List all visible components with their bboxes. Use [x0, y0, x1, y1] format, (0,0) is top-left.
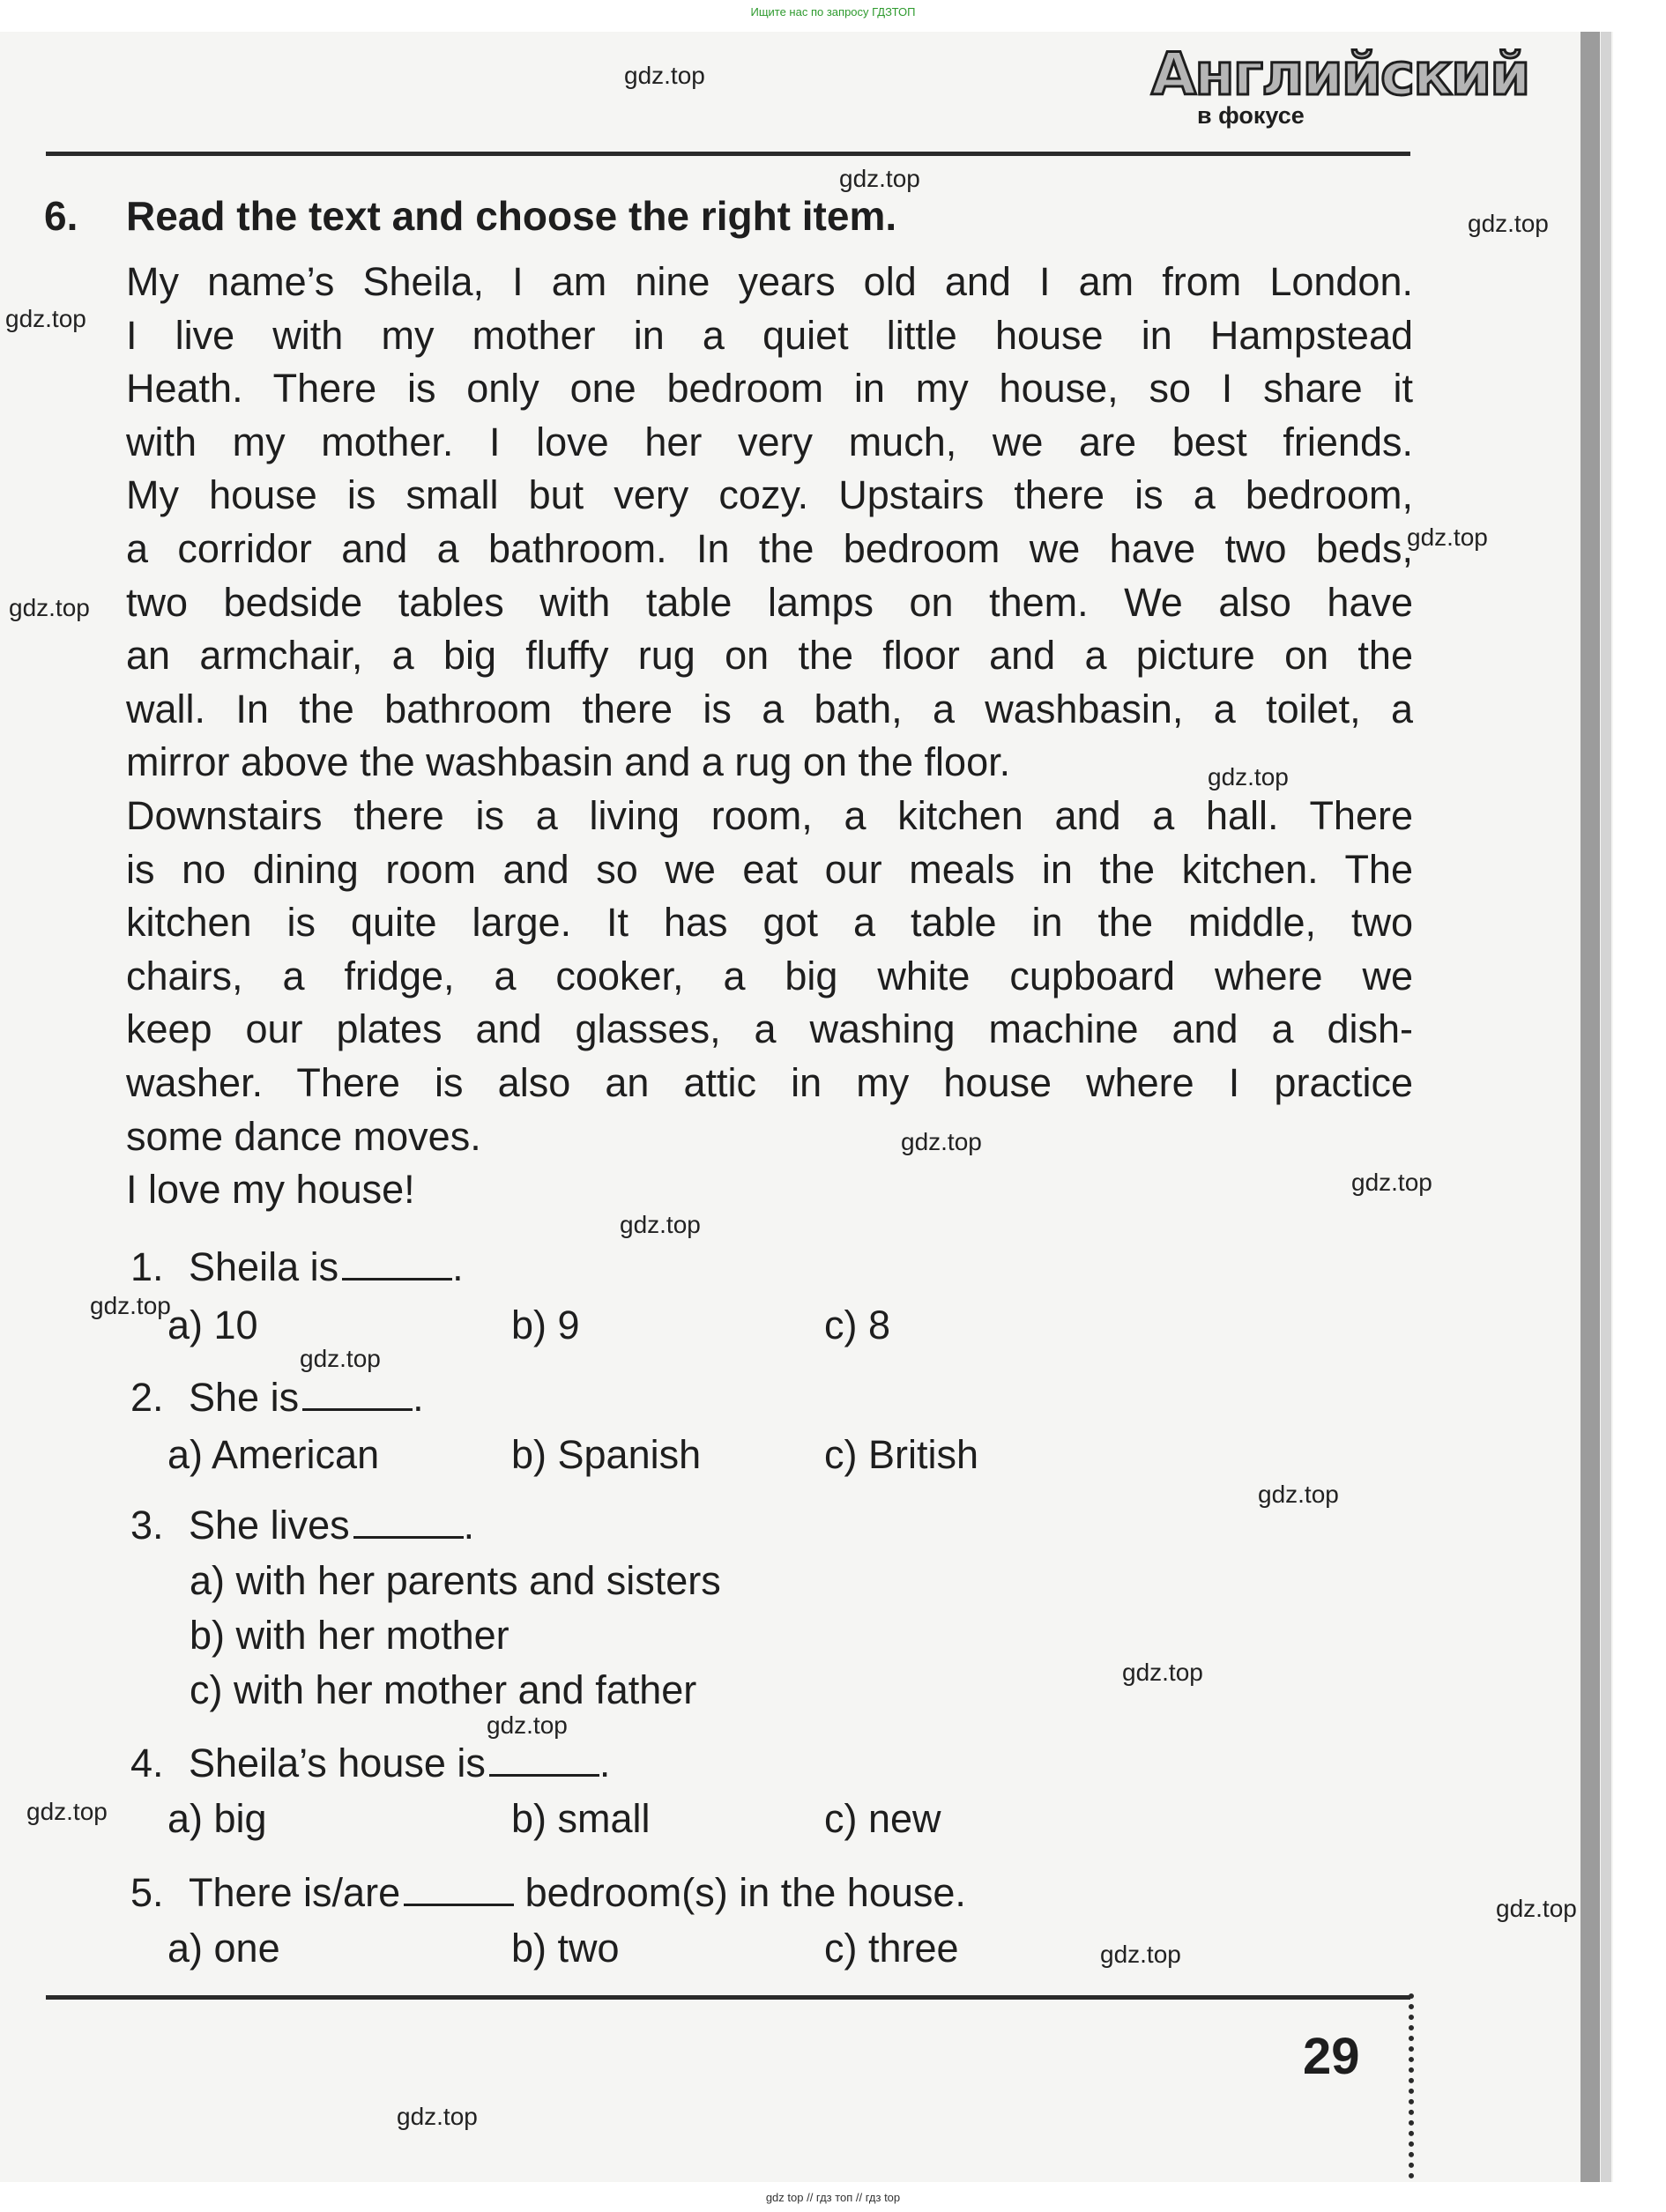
option-b: b) two [511, 1926, 620, 1971]
answer-blank [404, 1877, 514, 1906]
watermark: gdz.top [1351, 1169, 1432, 1196]
question-end: . [599, 1741, 611, 1785]
question-end: . [413, 1375, 424, 1420]
book-spine-edge [1601, 32, 1611, 2182]
option-c: c) new [824, 1796, 941, 1841]
option-a: a) big [167, 1796, 267, 1841]
option-a: a) 10 [167, 1303, 258, 1347]
top-banner: Ищите нас по запросу ГДЗТОП [750, 5, 916, 19]
passage-line: I live with my mother in a quiet little house in Hampstead [126, 312, 1413, 358]
option-c: c) three [824, 1926, 959, 1971]
passage-line: My name’s Sheila, I am nine years old and I am from London. [126, 259, 1413, 304]
question-number: 4. [130, 1741, 164, 1785]
watermark: gdz.top [487, 1711, 568, 1739]
answer-blank [489, 1748, 599, 1777]
dotted-edge [1409, 1993, 1419, 2179]
option-a: a) one [167, 1926, 280, 1971]
header-rule [46, 152, 1410, 156]
book-logo [1151, 41, 1529, 132]
passage-line: some dance moves. [126, 1113, 481, 1159]
watermark: gdz.top [90, 1292, 171, 1319]
footer-rule [46, 1995, 1410, 2000]
watermark: gdz.top [1208, 763, 1289, 791]
question-text: She lives [189, 1503, 350, 1548]
option-b: b) with her mother [190, 1613, 509, 1658]
watermark: gdz.top [300, 1345, 381, 1372]
watermark: gdz.top [26, 1798, 108, 1825]
watermark: gdz.top [1100, 1941, 1181, 1968]
watermark: gdz.top [397, 2103, 478, 2130]
watermark: gdz.top [9, 594, 90, 621]
question-number: 3. [130, 1503, 164, 1548]
option-a: a) with her parents and sisters [190, 1558, 721, 1603]
watermark: gdz.top [1468, 210, 1549, 237]
passage-line: keep our plates and glasses, a washing machine and a dish- [126, 1006, 1413, 1052]
question-number: 1. [130, 1244, 164, 1289]
question-4 [130, 1741, 610, 1786]
passage-line: two bedside tables with table lamps on them. We also have [126, 579, 1413, 625]
passage-line: Downstairs there is a living room, a kitchen and a hall. There [126, 792, 1413, 838]
question-text: She is [189, 1375, 300, 1420]
exercise-title: Read the text and choose the right item. [126, 193, 897, 239]
watermark: gdz.top [1122, 1659, 1203, 1686]
passage-line: an armchair, a big fluffy rug on the floor and a picture on the [126, 633, 1413, 679]
question-5 [130, 1870, 966, 1916]
passage-line: is no dining room and so we eat our meals in the kitchen. The [126, 846, 1413, 892]
book-spine-shadow [1580, 32, 1600, 2182]
watermark: gdz.top [1407, 523, 1488, 551]
watermark: gdz.top [839, 165, 920, 192]
reading-passage [126, 256, 1413, 1217]
logo-title: Английский [1151, 41, 1529, 108]
question-text: Sheila’s house is [189, 1741, 486, 1785]
question-end: . [452, 1244, 464, 1289]
passage-line: a corridor and a bathroom. In the bedroom we have two beds, [126, 525, 1413, 571]
answer-blank [353, 1510, 464, 1539]
answer-blank [342, 1251, 452, 1280]
passage-line: Heath. There is only one bedroom in my house, so I share it [126, 366, 1413, 412]
passage-line: with my mother. I love her very much, we are best friends. [126, 419, 1413, 464]
passage-line: washer. There is also an attic in my house where I practice [126, 1059, 1413, 1105]
question-number: 5. [130, 1870, 164, 1915]
option-b: b) 9 [511, 1303, 580, 1347]
exercise-number: 6. [44, 193, 78, 239]
passage-line: I love my house! [126, 1167, 415, 1213]
watermark: gdz.top [624, 62, 705, 89]
question-end: . [463, 1503, 475, 1548]
question-3 [130, 1503, 474, 1548]
passage-line: mirror above the washbasin and a rug on the floor. [126, 739, 1011, 785]
watermark: gdz.top [901, 1128, 982, 1155]
option-c: c) 8 [824, 1303, 891, 1347]
option-b: b) Spanish [511, 1432, 702, 1477]
page-number: 29 [1303, 2028, 1360, 2085]
option-b: b) small [511, 1796, 651, 1841]
watermark: gdz.top [1496, 1895, 1577, 1922]
question-1 [130, 1244, 464, 1290]
logo-subtitle: в фокусе [1197, 102, 1305, 129]
passage-line: chairs, a fridge, a cooker, a big white cupboard where we [126, 953, 1413, 998]
passage-line: kitchen is quite large. It has got a table in the middle, two [126, 900, 1413, 946]
passage-line: wall. In the bathroom there is a bath, a washbasin, a toilet, a [126, 686, 1413, 731]
question-text: There is/are [189, 1870, 401, 1915]
question-number: 2. [130, 1375, 164, 1420]
question-text: Sheila is [189, 1244, 339, 1289]
question-2 [130, 1375, 424, 1421]
answer-blank [302, 1382, 413, 1411]
option-c: c) British [824, 1432, 979, 1477]
watermark: gdz.top [5, 305, 86, 332]
watermark: gdz.top [1258, 1481, 1339, 1508]
bottom-banner: gdz top // гдз топ // гдз top [765, 2191, 901, 2204]
passage-line: My house is small but very cozy. Upstairs there is a bedroom, [126, 472, 1413, 518]
watermark: gdz.top [620, 1211, 701, 1238]
option-a: a) American [167, 1432, 380, 1477]
question-end: bedroom(s) in the house. [524, 1870, 966, 1915]
option-c: c) with her mother and father [190, 1667, 697, 1712]
